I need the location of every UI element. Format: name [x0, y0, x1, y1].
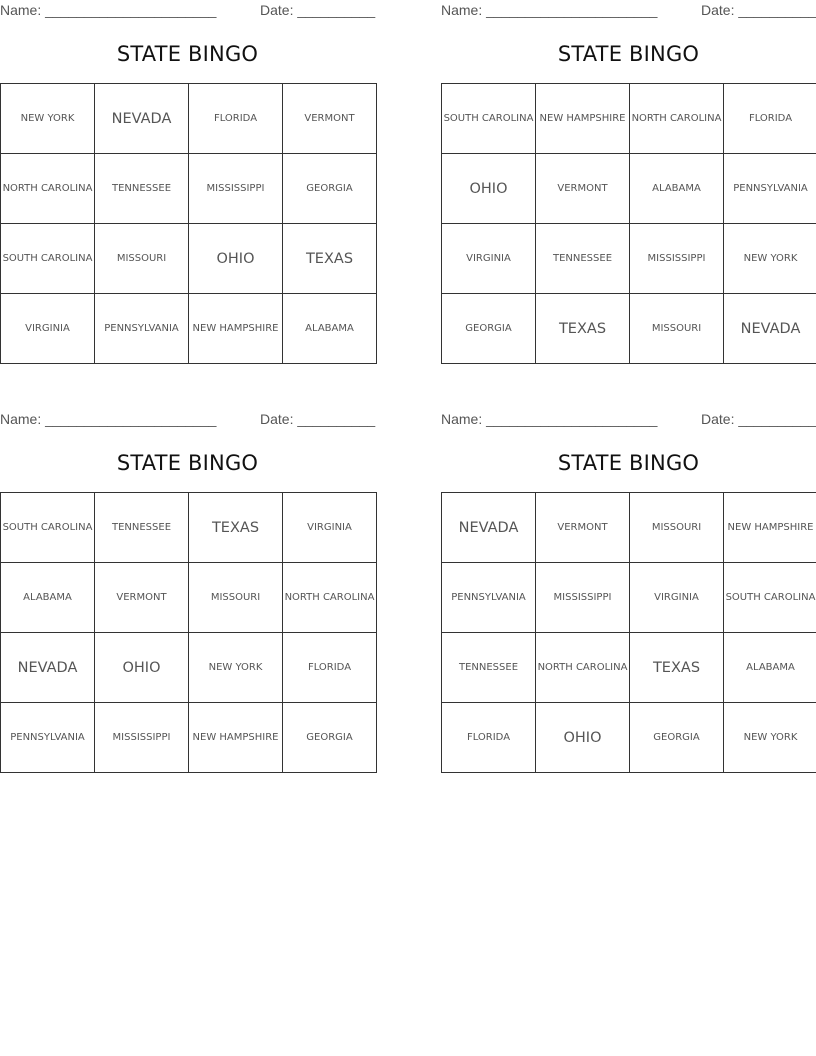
- bingo-card-2: [441, 0, 816, 364]
- bingo-cell: MISSOURI: [630, 294, 724, 364]
- bingo-cell: TENNESSEE: [95, 154, 189, 224]
- bingo-cell: GEORGIA: [630, 703, 724, 773]
- grid-row: [1, 294, 377, 364]
- card-header: [441, 411, 816, 429]
- bingo-cell: MISSISSIPPI: [536, 563, 630, 633]
- bingo-cell: ALABAMA: [630, 154, 724, 224]
- grid-row: [1, 493, 377, 563]
- bingo-cell: TEXAS: [536, 294, 630, 364]
- bingo-cell: NEW YORK: [724, 224, 816, 294]
- bingo-cell: PENNSYLVANIA: [95, 294, 189, 364]
- bingo-cell: ALABAMA: [724, 633, 816, 703]
- bingo-cell: NEVADA: [95, 84, 189, 154]
- bingo-cell: NEVADA: [724, 294, 816, 364]
- bingo-cell: SOUTH CAROLINA: [442, 84, 536, 154]
- bingo-cell: NEVADA: [1, 633, 95, 703]
- bingo-cell: VERMONT: [95, 563, 189, 633]
- bingo-cell: PENNSYLVANIA: [1, 703, 95, 773]
- grid-row: [442, 154, 816, 224]
- bingo-cell: VIRGINIA: [630, 563, 724, 633]
- bingo-cell: OHIO: [536, 703, 630, 773]
- bingo-cell: NEW HAMPSHIRE: [724, 493, 816, 563]
- date-field[interactable]: Date: __________: [701, 411, 816, 427]
- grid-row: [1, 633, 377, 703]
- bingo-cell: PENNSYLVANIA: [442, 563, 536, 633]
- grid-row: [442, 633, 816, 703]
- bingo-cell: MISSISSIPPI: [189, 154, 283, 224]
- date-field[interactable]: Date: __________: [260, 2, 376, 18]
- bingo-grid: [441, 492, 816, 773]
- bingo-cell: MISSISSIPPI: [95, 703, 189, 773]
- card-title: STATE BINGO: [116, 451, 259, 475]
- bingo-cell: NEW HAMPSHIRE: [189, 294, 283, 364]
- bingo-cell: NEVADA: [442, 493, 536, 563]
- card-title: STATE BINGO: [557, 451, 700, 475]
- bingo-cell: NEW HAMPSHIRE: [536, 84, 630, 154]
- bingo-cell: GEORGIA: [283, 154, 377, 224]
- bingo-cell: TENNESSEE: [536, 224, 630, 294]
- name-field[interactable]: Name: ______________________: [0, 2, 217, 18]
- bingo-cell: MISSOURI: [95, 224, 189, 294]
- bingo-cell: MISSISSIPPI: [630, 224, 724, 294]
- bingo-cell: GEORGIA: [283, 703, 377, 773]
- bingo-cell: GEORGIA: [442, 294, 536, 364]
- grid-row: [442, 224, 816, 294]
- bingo-cell: TEXAS: [189, 493, 283, 563]
- grid-row: [1, 84, 377, 154]
- bingo-cell: SOUTH CAROLINA: [1, 493, 95, 563]
- bingo-cell: VERMONT: [536, 154, 630, 224]
- bingo-cell: TENNESSEE: [442, 633, 536, 703]
- bingo-cell: NEW YORK: [1, 84, 95, 154]
- bingo-cell: VERMONT: [283, 84, 377, 154]
- bingo-cell: OHIO: [189, 224, 283, 294]
- bingo-cell: NORTH CAROLINA: [536, 633, 630, 703]
- grid-row: [442, 493, 816, 563]
- bingo-cell: FLORIDA: [724, 84, 816, 154]
- bingo-cell: NEW YORK: [724, 703, 816, 773]
- bingo-grid: [0, 83, 377, 364]
- bingo-cell: VIRGINIA: [283, 493, 377, 563]
- bingo-cell: FLORIDA: [442, 703, 536, 773]
- grid-row: [442, 294, 816, 364]
- bingo-grid: [0, 492, 377, 773]
- bingo-cell: VIRGINIA: [1, 294, 95, 364]
- grid-row: [442, 703, 816, 773]
- bingo-cell: PENNSYLVANIA: [724, 154, 816, 224]
- bingo-cell: NORTH CAROLINA: [630, 84, 724, 154]
- bingo-cell: ALABAMA: [283, 294, 377, 364]
- bingo-cell: TENNESSEE: [95, 493, 189, 563]
- grid-row: [1, 563, 377, 633]
- bingo-cell: SOUTH CAROLINA: [724, 563, 816, 633]
- bingo-cell: TEXAS: [283, 224, 377, 294]
- bingo-cell: ALABAMA: [1, 563, 95, 633]
- bingo-card-4: [441, 409, 816, 773]
- grid-row: [1, 154, 377, 224]
- bingo-card-3: [0, 409, 375, 773]
- date-field[interactable]: Date: __________: [260, 411, 376, 427]
- bingo-card-1: [0, 0, 375, 364]
- grid-row: [442, 563, 816, 633]
- name-field[interactable]: Name: ______________________: [441, 411, 658, 427]
- card-header: [441, 2, 816, 20]
- bingo-cell: NEW YORK: [189, 633, 283, 703]
- name-field[interactable]: Name: ______________________: [0, 411, 217, 427]
- card-header: [0, 2, 375, 20]
- name-field[interactable]: Name: ______________________: [441, 2, 658, 18]
- bingo-cell: FLORIDA: [189, 84, 283, 154]
- bingo-cell: FLORIDA: [283, 633, 377, 703]
- card-header: [0, 411, 375, 429]
- bingo-cell: MISSOURI: [189, 563, 283, 633]
- grid-row: [442, 84, 816, 154]
- bingo-cell: TEXAS: [630, 633, 724, 703]
- bingo-cell: OHIO: [95, 633, 189, 703]
- card-title: STATE BINGO: [116, 42, 259, 66]
- bingo-cell: SOUTH CAROLINA: [1, 224, 95, 294]
- date-field[interactable]: Date: __________: [701, 2, 816, 18]
- bingo-cell: OHIO: [442, 154, 536, 224]
- bingo-cell: NEW HAMPSHIRE: [189, 703, 283, 773]
- bingo-grid: [441, 83, 816, 364]
- bingo-cell: VIRGINIA: [442, 224, 536, 294]
- bingo-cell: NORTH CAROLINA: [1, 154, 95, 224]
- grid-row: [1, 703, 377, 773]
- bingo-cell: MISSOURI: [630, 493, 724, 563]
- bingo-cell: VERMONT: [536, 493, 630, 563]
- grid-row: [1, 224, 377, 294]
- card-title: STATE BINGO: [557, 42, 700, 66]
- bingo-cell: NORTH CAROLINA: [283, 563, 377, 633]
